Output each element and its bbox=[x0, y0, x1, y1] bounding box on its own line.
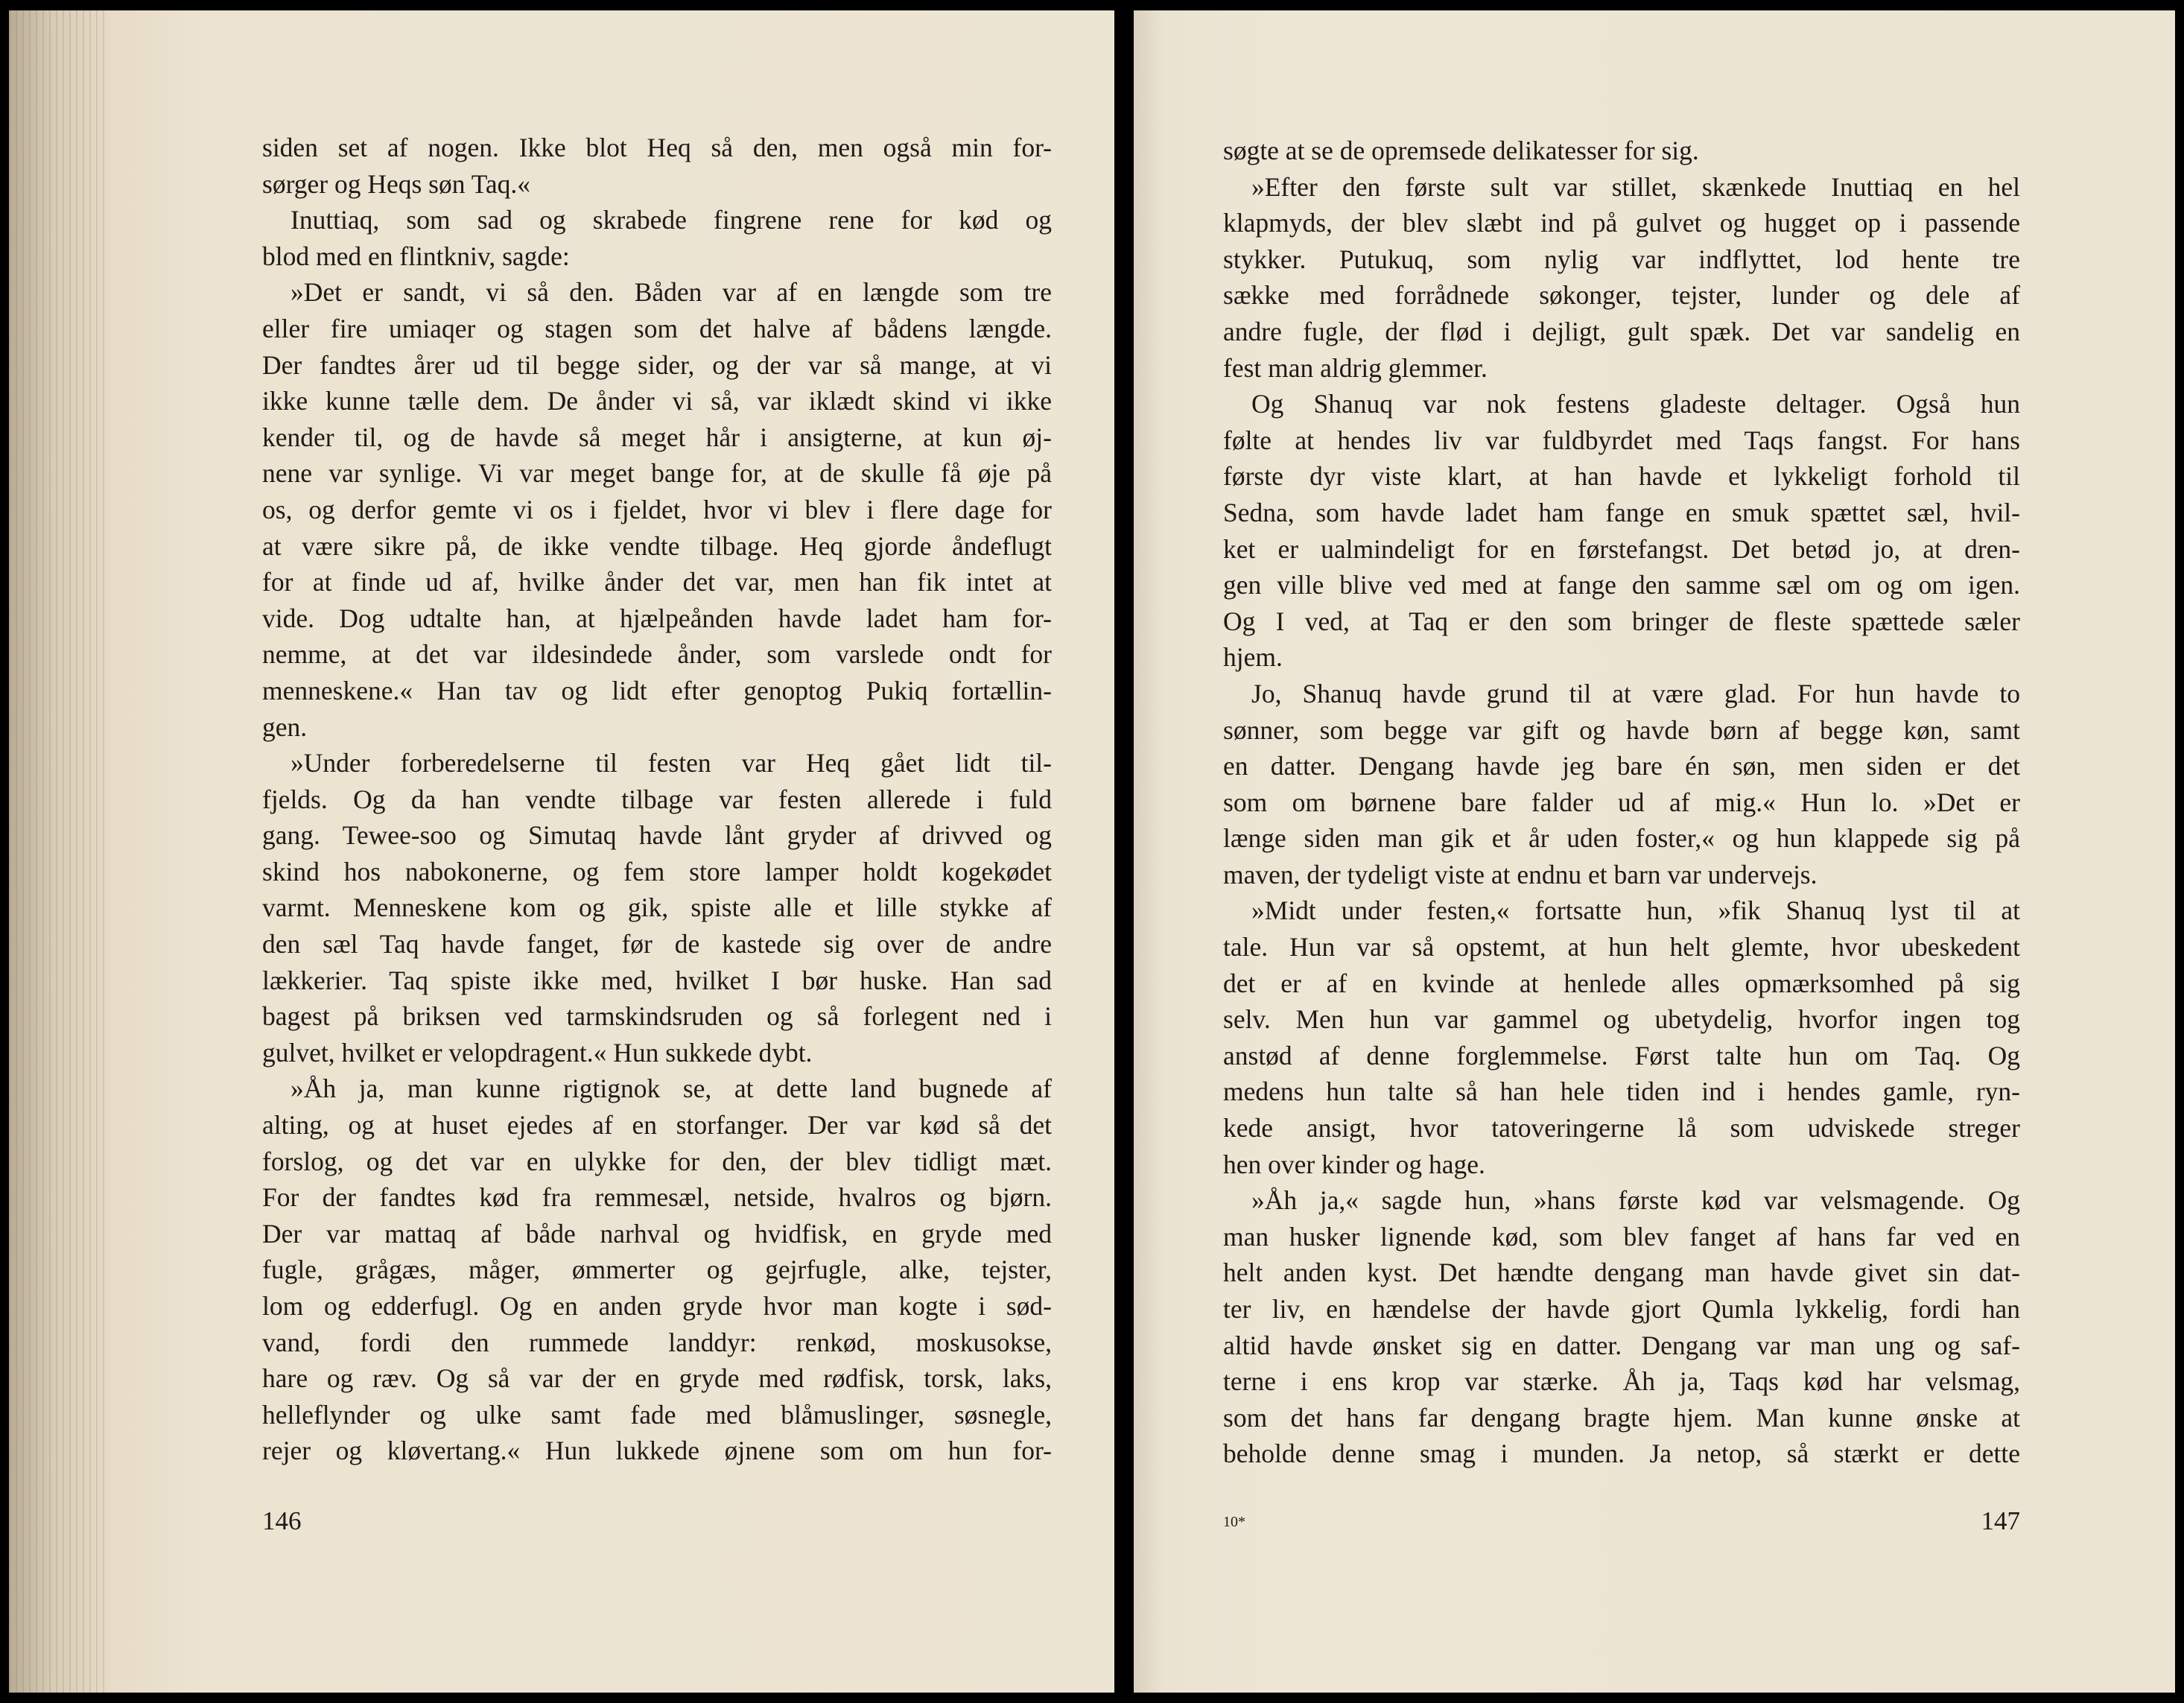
text-line: maven, der tydeligt viste at endnu et barn var undervejs. bbox=[1223, 859, 1818, 889]
text-line: blod med en flintkniv, sagde: bbox=[262, 241, 570, 271]
text-line: søgte at se de opremsede delikatesser for sig. bbox=[1223, 136, 1699, 165]
text-line: »Det er sandt, vi så den. Båden var af en længde som tre bbox=[291, 277, 1052, 308]
text-line: gulvet, hvilket er velopdragent.« Hun sukkede dybt. bbox=[262, 1037, 813, 1068]
text-line: alting, og at huset ejedes af en storfanger. Der var kød så det bbox=[262, 1110, 1052, 1141]
text-line: sække med forrådnede søkonger, tejster, lunder og dele af bbox=[1223, 280, 2020, 311]
text-line: rejer og kløvertang.« Hun lukkede øjnene som om hun for- bbox=[262, 1436, 1052, 1466]
text-line: sønner, som begge var gift og havde børn af begge køn, samt bbox=[1223, 714, 2020, 745]
text-line: længe siden man gik et år uden foster,« og hun klappede sig på bbox=[1223, 823, 2020, 854]
text-line: »Åh ja, man kunne rigtignok se, at dette land bugnede af bbox=[291, 1074, 1052, 1104]
text-line: ter liv, en hændelse der havde gjort Qumla lykkelig, fordi han bbox=[1223, 1294, 2020, 1324]
text-line: varmt. Menneskene kom og gik, spiste alle et lille stykke af bbox=[262, 892, 1052, 923]
text-line: »Åh ja,« sagde hun, »hans første kød var velsmagende. Og bbox=[1251, 1185, 2020, 1216]
text-line: fjelds. Og da han vendte tilbage var festen allerede i fuld bbox=[262, 784, 1052, 814]
text-line: den sæl Taq havde fanget, før de kastede sig over de andre bbox=[262, 929, 1052, 960]
text-line: Der var mattaq af både narhval og hvidfisk, en gryde med bbox=[262, 1218, 1052, 1249]
right-page-text bbox=[1223, 133, 2020, 1472]
text-line: følte at hendes liv var fuldbyrdet med Taqs fangst. For hans bbox=[1223, 425, 2020, 455]
text-line: menneskene.« Han tav og lidt efter genoptog Pukiq fortællin- bbox=[262, 675, 1052, 705]
text-line: »Under forberedelserne til festen var Heq gået lidt til- bbox=[291, 748, 1052, 778]
text-line: helt anden kyst. Det hændte dengang man havde givet sin dat- bbox=[1223, 1258, 2020, 1288]
text-line: at være sikre på, de ikke vendte tilbage. Heq gjorde åndeflugt bbox=[262, 530, 1052, 561]
right-page bbox=[1134, 10, 2175, 1693]
text-line: en datter. Dengang havde jeg bare én søn, men siden er det bbox=[1223, 751, 2020, 781]
text-line: forslog, og det var en ulykke for den, der blev tidligt mæt. bbox=[262, 1146, 1052, 1176]
text-line: hen over kinder og hage. bbox=[1223, 1149, 1485, 1179]
text-line: medens hun talte så han hele tiden ind i hendes gamle, ryn- bbox=[1223, 1076, 2020, 1107]
text-line: »Efter den første sult var stillet, skænkede Inuttiaq en hel bbox=[1251, 171, 2020, 202]
text-line: Der fandtes årer ud til begge sider, og der var så mange, at vi bbox=[262, 349, 1052, 380]
text-line: os, og derfor gemte vi os i fjeldet, hvor vi blev i flere dage for bbox=[262, 494, 1052, 524]
text-line: vide. Dog udtalte han, at hjælpeånden havde ladet ham for- bbox=[262, 603, 1052, 633]
text-line: andre fugle, der flød i dejligt, gult spæk. Det var sandelig en bbox=[1223, 316, 2020, 346]
text-line: vand, fordi den rummede landdyr: renkød, moskusokse, bbox=[262, 1327, 1052, 1357]
text-line: ikke kunne tælle dem. De ånder vi så, var iklædt skind vi ikke bbox=[262, 386, 1052, 416]
text-line: »Midt under festen,« fortsatte hun, »fik Shanuq lyst til at bbox=[1251, 895, 2020, 926]
text-line: Sedna, som havde ladet ham fange en smuk spættet sæl, hvil- bbox=[1223, 497, 2020, 527]
right-page-number: 147 bbox=[1981, 1506, 2020, 1535]
text-line: gen ville blive ved med at fange den samme sæl om og om igen. bbox=[1223, 570, 2020, 600]
signature-mark: 10* bbox=[1223, 1514, 1245, 1530]
text-line: hjem. bbox=[1223, 642, 1283, 673]
text-line: helleflynder og ulke samt fade med blåmuslinger, søsnegle, bbox=[262, 1399, 1052, 1430]
page-edge-stack bbox=[9, 10, 106, 1693]
text-line: eller fire umiaqer og stagen som det halve af bådens længde. bbox=[262, 313, 1052, 343]
text-line: nene var synlige. Vi var meget bange for, at de skulle få øje på bbox=[262, 458, 1052, 489]
text-line: det er af en kvinde at henlede alles opmærksomhed på sig bbox=[1223, 968, 2020, 998]
left-page-number: 146 bbox=[262, 1506, 302, 1535]
text-line: Inuttiaq, som sad og skrabede fingrene rene for kød og bbox=[291, 205, 1052, 235]
text-line: selv. Men hun var gammel og ubetydelig, hvorfor ingen tog bbox=[1223, 1004, 2020, 1035]
left-page-text bbox=[262, 130, 1052, 1469]
text-line: fugle, grågæs, måger, ømmerter og gejrfugle, alke, tejster, bbox=[262, 1255, 1052, 1285]
text-line: man husker lignende kød, som blev fanget af hans far ved en bbox=[1223, 1221, 2020, 1252]
text-line: anstød af denne forglemmelse. Først talte hun om Taq. Og bbox=[1223, 1040, 2020, 1071]
text-line: som om børnene bare falder ud af mig.« Hun lo. »Det er bbox=[1223, 787, 2020, 817]
text-line: fest man aldrig glemmer. bbox=[1223, 352, 1488, 383]
text-line: klapmyds, der blev slæbt ind på gulvet og hugget op i passende bbox=[1223, 208, 2020, 238]
text-line: Og Shanuq var nok festens gladeste deltager. Også hun bbox=[1251, 389, 2020, 419]
text-line: tale. Hun var så opstemt, at hun helt glemte, hvor ubeskedent bbox=[1223, 932, 2020, 963]
text-line: gang. Tewee-soo og Simutaq havde lånt gryder af drivved og bbox=[262, 820, 1052, 851]
text-line: sørger og Heqs søn Taq.« bbox=[262, 168, 531, 199]
text-line: lom og edderfugl. Og en anden gryde hvor man kogte i sød- bbox=[262, 1291, 1052, 1321]
text-line: For der fandtes kød fra remmesæl, netside, hvalros og bjørn. bbox=[262, 1182, 1052, 1213]
text-line: bagest på briksen ved tarmskindsruden og så forlegent ned i bbox=[262, 1001, 1052, 1032]
text-line: Og I ved, at Taq er den som bringer de fleste spættede sæler bbox=[1223, 606, 2020, 636]
text-line: kede ansigt, hvor tatoveringerne lå som udviskede streger bbox=[1223, 1113, 2020, 1144]
text-line: altid havde ønsket sig en datter. Dengang var man ung og saf- bbox=[1223, 1330, 2020, 1360]
text-line: for at finde ud af, hvilke ånder det var, men han fik intet at bbox=[262, 567, 1052, 597]
text-line: nemme, at det var ildesindede ånder, som varslede ondt for bbox=[262, 639, 1052, 670]
text-line: stykker. Putukuq, som nylig var indflyttet, lod hente tre bbox=[1223, 244, 2020, 274]
text-line: gen. bbox=[262, 711, 308, 742]
text-line: lækkerier. Taq spiste ikke med, hvilket I bør huske. Han sad bbox=[262, 965, 1052, 995]
text-line: beholde denne smag i munden. Ja netop, så stærkt er dette bbox=[1223, 1439, 2020, 1469]
text-line: kender til, og de havde så meget hår i ansigterne, at kun øj- bbox=[262, 422, 1052, 452]
text-line: første dyr viste klart, at han havde et lykkeligt forhold til bbox=[1223, 461, 2020, 492]
text-line: siden set af nogen. Ikke blot Heq så den, men også min for- bbox=[262, 133, 1052, 162]
text-line: Jo, Shanuq havde grund til at være glad. For hun havde to bbox=[1251, 678, 2020, 708]
text-line: ket er ualmindeligt for en førstefangst. Det betød jo, at dren- bbox=[1223, 533, 2020, 564]
text-line: terne i ens krop var stærke. Åh ja, Taqs kød har velsmag, bbox=[1223, 1366, 2020, 1397]
text-line: skind hos nabokonerne, og fem store lamper holdt kogekødet bbox=[262, 856, 1052, 887]
text-line: hare og ræv. Og så var der en gryde med rødfisk, torsk, laks, bbox=[262, 1363, 1052, 1394]
text-line: som det hans far dengang bragte hjem. Man kunne ønske at bbox=[1223, 1402, 2020, 1433]
left-page bbox=[9, 10, 1114, 1693]
